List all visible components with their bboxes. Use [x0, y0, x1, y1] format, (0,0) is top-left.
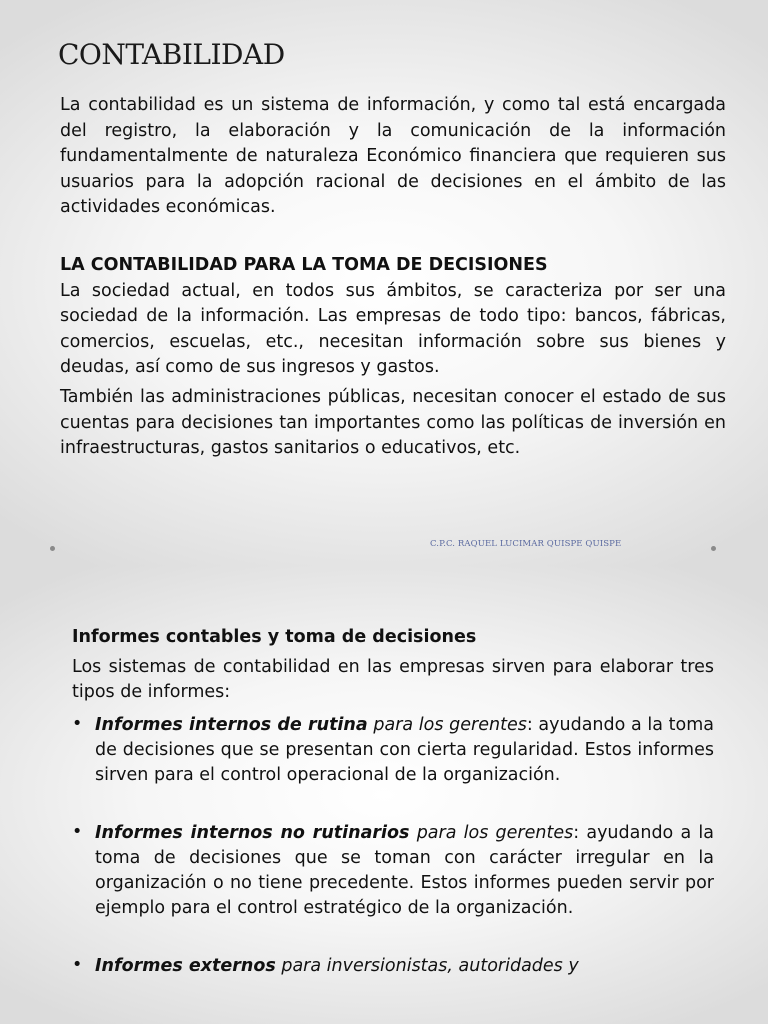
bullet-audience: para los gerentes	[367, 715, 527, 735]
bullet-term: Informes internos de rutina	[95, 715, 368, 735]
slide-dot-right	[711, 546, 716, 551]
list-item	[72, 821, 714, 921]
bullet-icon: •	[72, 955, 83, 975]
bullet-term: Informes externos	[95, 956, 276, 976]
bullet-text: : ayudando a la toma de decisiones que se presentan con cierta regularidad. Estos informes sirven para el control operacional de la organización.	[95, 715, 714, 785]
intro-paragraph: La contabilidad es un sistema de información, y como tal está encargada del registro, la elaboración y la comunicación de la información fundamentalmente de naturaleza Económico financiera que requieren sus usuarios para la adopción racional de decisiones en el ámbito de las actividades económicas.	[60, 95, 726, 218]
informes-heading: Informes contables y toma de decisiones	[72, 627, 477, 647]
bullet-text: : ayudando a la toma de decisiones que se toman con carácter irregular en la organización o no tiene precedente. Estos informes pueden servir por ejemplo para el control estratégico de la organización.	[95, 823, 714, 918]
slide-dot-left	[50, 546, 55, 551]
slide-title: CONTABILIDAD	[58, 38, 285, 71]
list-item	[72, 954, 714, 979]
bullet-audience: para inversionistas, autoridades y	[275, 956, 579, 976]
bullet-audience: para los gerentes	[409, 823, 574, 843]
bullet-icon: •	[72, 714, 83, 734]
informes-intro: Los sistemas de contabilidad en las empresas sirven para elaborar tres tipos de informes:	[72, 657, 714, 702]
list-item	[72, 713, 714, 788]
slide2-body	[72, 625, 714, 979]
public-admin-paragraph: También las administraciones públicas, necesitan conocer el estado de sus cuentas para decisiones tan importantes como las políticas de inversión en infraestructuras, gastos sanitarios o educativos, etc.	[60, 386, 726, 459]
bullet-icon: •	[72, 822, 83, 842]
slide-informes	[0, 566, 768, 1024]
society-paragraph: La sociedad actual, en todos sus ámbitos, se caracteriza por ser una sociedad de la información. Las empresas de todo tipo: bancos, fábricas, comercios, escuelas, etc., necesitan información sobre sus bienes y deudas, así como de sus ingresos y gastos.	[60, 280, 726, 378]
author-footer: C.P.C. RAQUEL LUCIMAR QUISPE QUISPE	[430, 539, 622, 549]
section-heading: LA CONTABILIDAD PARA LA TOMA DE DECISIONES	[60, 254, 548, 275]
slide1-body	[60, 93, 726, 462]
bullet-term: Informes internos no rutinarios	[95, 823, 410, 843]
